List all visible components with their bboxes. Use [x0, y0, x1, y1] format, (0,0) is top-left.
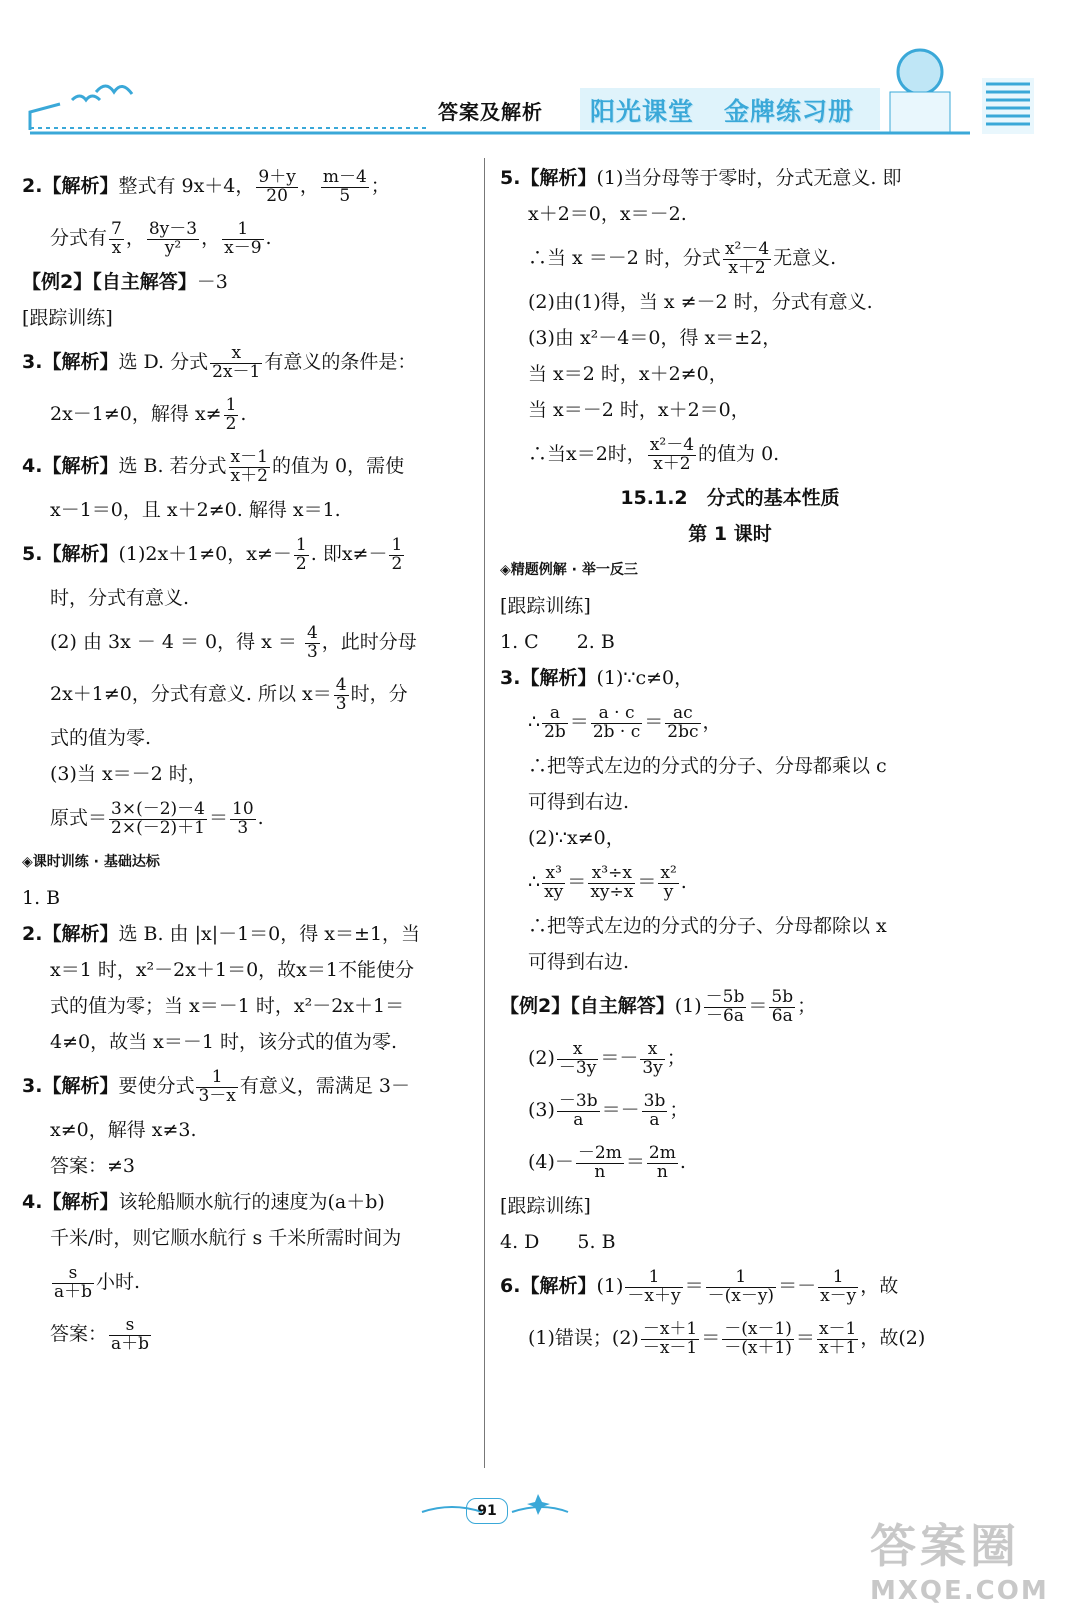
fraction-denominator: 2x－1 [212, 361, 261, 382]
fraction-numerator: m－4 [322, 166, 367, 187]
answer-line [22, 264, 472, 300]
text-run: 式的值为零. [50, 727, 152, 749]
fraction-denominator: 5 [339, 185, 351, 206]
star-icon [527, 1494, 550, 1515]
fraction-denominator: n [656, 1161, 668, 1182]
fraction [704, 986, 747, 1026]
section-heading [500, 552, 960, 588]
answer-line [22, 212, 472, 264]
fraction-numerator: 4 [335, 674, 347, 695]
text-run: (1)∵c≠0， [596, 667, 694, 689]
answer-line [500, 1084, 960, 1136]
text-run: x－1＝0，且 x＋2≠0. 解得 x＝1. [50, 499, 341, 521]
answer-line [22, 580, 472, 616]
fraction-denominator: x [111, 237, 122, 258]
fraction [557, 1038, 598, 1078]
answer-line [22, 440, 472, 492]
fraction [224, 394, 239, 434]
fraction-numerator: 2m [648, 1142, 676, 1163]
fraction [647, 1142, 678, 1182]
fraction-numerator: s [52, 1265, 94, 1284]
answer-label: 4.【解析】 [22, 1191, 119, 1213]
text-run: 答案：≠3 [50, 1155, 136, 1177]
text-run: . [679, 1151, 686, 1173]
text-run: (2) [528, 1047, 555, 1069]
answer-label: 2.【解析】 [22, 923, 119, 945]
answer-line [500, 784, 960, 820]
text-run: x＋2＝0，x＝－2. [528, 203, 687, 225]
fraction-numerator: 7 [111, 218, 122, 239]
fraction [109, 218, 124, 258]
text-run: . [240, 403, 247, 425]
fraction-numerator: x－1 [230, 446, 268, 467]
fraction-numerator: －x＋1 [642, 1318, 698, 1339]
text-run: . 即x≠－ [310, 543, 388, 565]
fraction-numerator: x－1 [818, 1318, 857, 1339]
fraction [305, 622, 320, 662]
fraction [210, 342, 262, 382]
text-run: 的值为 0，需使 [271, 455, 405, 477]
text-run: ＝ [701, 1327, 721, 1349]
fraction [557, 1090, 600, 1130]
fraction-denominator: xy [544, 881, 564, 902]
fraction-denominator: 2b [544, 721, 566, 742]
fraction [591, 702, 642, 742]
fraction-numerator: 1 [295, 534, 307, 555]
fraction-numerator: a · c [591, 705, 642, 724]
section-title [500, 516, 960, 552]
fraction [229, 446, 270, 486]
text-run: (1) [674, 995, 702, 1017]
fraction [588, 862, 635, 902]
fraction [640, 1038, 664, 1078]
fraction [723, 238, 771, 278]
page-header [0, 0, 1071, 150]
fraction [542, 862, 565, 902]
text-run: ◈课时训练 · 基础达标 [22, 854, 160, 870]
text-run: 时，分 [350, 683, 408, 705]
answer-line [22, 160, 472, 212]
text-run: ，故(2) [860, 1327, 926, 1349]
text-run: ＝－ [601, 1099, 640, 1121]
text-run: [跟踪训练] [500, 595, 591, 617]
answer-line [22, 388, 472, 440]
answer-label: 5.【解析】 [22, 543, 119, 565]
text-run: . [257, 807, 264, 829]
fraction-denominator: 3 [237, 817, 249, 838]
answer-line [22, 1220, 472, 1256]
fraction-denominator: 6a [771, 1005, 793, 1026]
text-run: 15.1.2 分式的基本性质 [620, 487, 840, 509]
answer-line [22, 756, 472, 792]
fraction-denominator: a [573, 1109, 584, 1130]
fraction-denominator: x－9 [224, 237, 262, 258]
text-run: 可得到右边. [528, 791, 630, 813]
text-run: 式的值为零；当 x＝－1 时，x²－2x＋1＝ [50, 995, 405, 1017]
text-run: (3) [528, 1099, 555, 1121]
fraction [706, 1266, 776, 1306]
fraction-denominator: －6a [706, 1005, 744, 1026]
fraction [294, 534, 309, 574]
fraction [769, 986, 795, 1026]
answer-line [500, 944, 960, 980]
text-run: ∴ [528, 711, 541, 733]
answer-line [500, 624, 960, 660]
section-heading [22, 844, 472, 880]
fraction [389, 534, 404, 574]
fraction-numerator: 1 [818, 1269, 858, 1288]
fraction-numerator: 9＋y [258, 166, 296, 187]
fraction [321, 166, 369, 206]
text-run: 2x－1≠0，解得 x≠ [50, 403, 222, 425]
answer-line [500, 1188, 960, 1224]
text-run: 1. C 2. B [500, 631, 615, 653]
fraction-numerator: 3×(－2)－4 [111, 798, 205, 819]
fraction-denominator: 2 [225, 413, 237, 434]
text-run: ＝ [795, 1327, 815, 1349]
fraction-denominator: a＋b [111, 1333, 150, 1354]
answer-line [500, 1260, 960, 1312]
fraction-denominator: 3 [335, 693, 347, 714]
fraction [230, 798, 256, 838]
answer-line [22, 720, 472, 756]
text-run: ， [299, 175, 319, 197]
answer-line [22, 1256, 472, 1308]
fraction [334, 674, 349, 714]
text-run: ； [370, 175, 390, 197]
brand-part: 金牌练习册 [724, 97, 855, 126]
text-run: ＝ [569, 711, 589, 733]
fraction-denominator: xy÷x [590, 881, 634, 902]
header-title: 答案及解析 [438, 100, 543, 124]
text-run: 小时. [96, 1271, 141, 1293]
text-run: (3)由 x²－4＝0，得 x＝±2， [528, 327, 782, 349]
answer-label: 2.【解析】 [22, 175, 119, 197]
text-run: ，故 [860, 1275, 899, 1297]
fraction-denominator: x＋2 [230, 465, 268, 486]
fraction-denominator: 2 [391, 553, 403, 574]
fraction-numerator: 1 [225, 394, 237, 415]
fraction-numerator: －2m [577, 1142, 622, 1163]
text-run: (1) [596, 1275, 624, 1297]
text-run: 有意义的条件是： [264, 351, 417, 373]
text-run: －3 [196, 271, 228, 293]
answer-line [22, 528, 472, 580]
watermark-line: 答案圈 [870, 1519, 1020, 1573]
fraction-numerator: 4 [306, 622, 318, 643]
fraction-denominator: 3－x [198, 1085, 236, 1106]
fraction [109, 1314, 151, 1354]
answer-line [22, 668, 472, 720]
brand-title [590, 92, 884, 128]
answer-line [500, 196, 960, 232]
text-run: ＝ [684, 1275, 704, 1297]
left-column [22, 160, 472, 1360]
text-run: 分式有 [50, 227, 108, 249]
fraction-denominator: a [649, 1109, 660, 1130]
text-run: 2x＋1≠0，分式有意义. 所以 x＝ [50, 683, 332, 705]
answer-label: 4.【解析】 [22, 455, 119, 477]
fraction-denominator: n [594, 1161, 606, 1182]
text-run: ∴当 x ＝－2 时，分式 [528, 247, 721, 269]
fraction [576, 1142, 624, 1182]
answer-label: 6.【解析】 [500, 1275, 597, 1297]
fraction-numerator: x³ [542, 865, 565, 884]
text-run: 千米/时，则它顺水航行 s 千米所需时间为 [50, 1227, 402, 1249]
answer-line [500, 1032, 960, 1084]
text-run: ∴ [528, 871, 541, 893]
fraction [722, 1318, 794, 1358]
watermark-url: MXQE.COM [870, 1576, 1049, 1606]
answer-line [22, 492, 472, 528]
answer-line [500, 284, 960, 320]
column-divider [484, 158, 485, 1468]
text-run: (4)－ [528, 1151, 574, 1173]
answer-line [500, 1224, 960, 1260]
text-run: 原式＝ [50, 807, 108, 829]
answer-line [500, 588, 960, 624]
fraction-numerator: x [557, 1041, 598, 1060]
answer-label: 3.【解析】 [22, 351, 119, 373]
desk-icon [890, 92, 950, 132]
text-run: . [680, 871, 687, 893]
text-run: ＝－ [600, 1047, 639, 1069]
section-title [500, 480, 960, 516]
text-run: ◈精题例解 · 举一反三 [500, 562, 638, 578]
text-run: 可得到右边. [528, 951, 630, 973]
text-run: ＝ [644, 711, 664, 733]
text-run: [跟踪训练] [22, 307, 113, 329]
answer-line [22, 1308, 472, 1360]
answer-line [500, 320, 960, 356]
fraction-denominator: 2bc [667, 721, 699, 742]
text-run: ＝ [637, 871, 657, 893]
answer-line [500, 1312, 960, 1364]
answer-line [22, 1184, 472, 1220]
text-run: (3)当 x＝－2 时， [50, 763, 207, 785]
text-run: 选 B. 由 |x|－1＝0，得 x＝±1，当 [118, 923, 421, 945]
stripes-icon [982, 78, 1034, 134]
brand-part: 阳光课堂 [590, 97, 695, 126]
fraction [256, 166, 297, 206]
fraction-denominator: 2b · c [592, 721, 641, 742]
text-run: (1)2x＋1≠0，x≠－ [118, 543, 292, 565]
text-run: ＝ [625, 1151, 645, 1173]
answer-line [500, 1136, 960, 1188]
seagull-icon [72, 96, 100, 100]
fraction-numerator: 1 [625, 1269, 682, 1288]
text-run: ∴把等式左边的分式的分子、分母都乘以 c [528, 755, 887, 777]
fraction-denominator: 3 [306, 641, 318, 662]
text-run: ； [797, 995, 817, 1017]
text-run: (2)∵x≠0， [528, 827, 625, 849]
fraction-denominator: －3y [558, 1057, 597, 1078]
fraction-numerator: 1 [391, 534, 403, 555]
fraction-denominator: 2×(－2)＋1 [111, 817, 205, 838]
fraction-numerator: x³÷x [588, 865, 635, 884]
text-run: 答案： [50, 1323, 108, 1345]
text-run: 的值为 0. [698, 443, 780, 465]
answer-label: 5.【解析】 [500, 167, 597, 189]
fraction-denominator: x＋2 [728, 257, 766, 278]
text-run: ， [702, 711, 722, 733]
text-run: 要使分式 [118, 1075, 195, 1097]
fraction-numerator: x² [660, 862, 677, 883]
text-run: 选 D. 分式 [118, 351, 209, 373]
bracket-corner-icon [30, 104, 60, 130]
answer-line [500, 392, 960, 428]
text-run: ＝ [567, 871, 587, 893]
answer-line [22, 336, 472, 388]
header-decoration [0, 0, 1071, 150]
fraction-numerator: x²－4 [649, 434, 695, 455]
answer-line [22, 616, 472, 668]
answer-line [500, 820, 960, 856]
fraction [147, 218, 199, 258]
fraction-numerator: s [109, 1317, 151, 1336]
fraction-denominator: 3y [642, 1057, 663, 1078]
answer-label: 【例2】【自主解答】 [500, 995, 675, 1017]
fraction-numerator: －5b [705, 986, 745, 1007]
fraction-numerator: 1 [196, 1069, 237, 1088]
fraction-denominator: a＋b [54, 1281, 93, 1302]
text-run: 4. D 5. B [500, 1231, 616, 1253]
fraction-numerator: 5b [771, 986, 794, 1007]
text-run: 有意义，需满足 3－ [239, 1075, 411, 1097]
answer-line [22, 952, 472, 988]
answer-label: 3.【解析】 [22, 1075, 119, 1097]
answer-line [22, 916, 472, 952]
text-run: 第 1 课时 [688, 523, 772, 545]
answer-line [500, 356, 960, 392]
answer-line [22, 300, 472, 336]
text-run: 选 B. 若分式 [118, 455, 227, 477]
text-run: (1)当分母等于零时，分式无意义. 即 [596, 167, 902, 189]
fraction [818, 1266, 858, 1306]
fraction [648, 434, 696, 474]
fraction [665, 702, 700, 742]
text-run: ； [669, 1099, 689, 1121]
fraction [642, 1090, 668, 1130]
answer-line [500, 232, 960, 284]
fraction-denominator: －(x－y) [707, 1285, 775, 1306]
text-run: 当 x＝－2 时，x＋2＝0， [528, 399, 750, 421]
text-run: x＝1 时，x²－2x＋1＝0，故x＝1不能使分 [50, 959, 414, 981]
globe-icon [898, 50, 942, 94]
text-run: x≠0，解得 x≠3. [50, 1119, 197, 1141]
fraction-numerator: －(x－1) [724, 1318, 792, 1339]
text-run: 该轮船顺水航行的速度为(a＋b) [118, 1191, 385, 1213]
answer-line [500, 908, 960, 944]
text-run: 时，分式有意义. [50, 587, 190, 609]
text-run: (2) 由 3x － 4 ＝ 0，得 x ＝ [50, 631, 303, 653]
fraction-numerator: x [640, 1041, 664, 1060]
fraction-denominator: 2 [295, 553, 307, 574]
fraction [222, 218, 263, 258]
text-run: 1. B [22, 887, 61, 909]
fraction [625, 1266, 682, 1306]
fraction [658, 862, 678, 902]
fraction [817, 1318, 858, 1358]
watermark [870, 1510, 1049, 1606]
text-run: 4≠0，故当 x＝－1 时，该分式的值为零. [50, 1031, 398, 1053]
text-run: . [265, 227, 272, 249]
fraction [196, 1066, 237, 1106]
text-run: ， [125, 227, 145, 249]
text-run: ， [201, 227, 221, 249]
text-run: 无意义. [773, 247, 837, 269]
fraction-denominator: －x－1 [642, 1337, 698, 1358]
text-run: ； [666, 1047, 686, 1069]
text-run: ∴当x＝2时， [528, 443, 646, 465]
page-number: 91 [466, 1498, 508, 1524]
fraction-denominator: y [663, 881, 674, 902]
fraction [542, 702, 568, 742]
fraction-numerator: 8y－3 [148, 218, 198, 239]
fraction-numerator: 1 [706, 1269, 776, 1288]
text-run: ，此时分母 [321, 631, 417, 653]
answer-line [22, 1112, 472, 1148]
answer-line [22, 880, 472, 916]
answer-line [500, 980, 960, 1032]
text-run: ＝ [748, 995, 768, 1017]
text-run: (1)错误；(2) [528, 1327, 639, 1349]
answer-label: 3.【解析】 [500, 667, 597, 689]
fraction-numerator: 1 [222, 221, 263, 240]
right-column [500, 160, 960, 1364]
fraction-denominator: x＋1 [818, 1337, 857, 1358]
text-run: 当 x＝2 时，x＋2≠0， [528, 363, 728, 385]
answer-line [22, 792, 472, 844]
fraction-numerator: x [210, 345, 262, 364]
fraction-numerator: 10 [232, 798, 254, 819]
text-run: ＝ [208, 807, 228, 829]
fraction-denominator: －x＋y [627, 1285, 681, 1306]
fraction-numerator: x²－4 [724, 238, 770, 259]
fraction-denominator: x－y [820, 1285, 857, 1306]
fraction-denominator: －(x＋1) [724, 1337, 792, 1358]
answer-line [500, 160, 960, 196]
fraction-numerator: a [542, 705, 568, 724]
fraction-denominator: y² [164, 237, 182, 258]
fraction-numerator: 3b [643, 1090, 666, 1111]
text-run: ∴把等式左边的分式的分子、分母都除以 x [528, 915, 887, 937]
answer-label: 【例2】【自主解答】 [22, 271, 197, 293]
fraction [109, 798, 207, 838]
answer-line [500, 856, 960, 908]
answer-line [500, 696, 960, 748]
text-run: 整式有 9x＋4， [118, 175, 255, 197]
fraction [641, 1318, 699, 1358]
fraction-denominator: x＋2 [653, 453, 691, 474]
answer-line [500, 748, 960, 784]
answer-line [22, 1060, 472, 1112]
answer-line [500, 660, 960, 696]
text-run: [跟踪训练] [500, 1195, 591, 1217]
fraction [52, 1262, 94, 1302]
answer-line [500, 428, 960, 480]
fraction-numerator: ac [665, 705, 700, 724]
answer-line [22, 1148, 472, 1184]
text-run: (2)由(1)得，当 x ≠－2 时，分式有意义. [528, 291, 873, 313]
answer-line [22, 1024, 472, 1060]
answer-line [22, 988, 472, 1024]
text-run: ＝－ [778, 1275, 817, 1297]
seagull-icon [96, 86, 132, 94]
fraction-denominator: 20 [266, 185, 288, 206]
fraction-numerator: －3b [558, 1090, 598, 1111]
